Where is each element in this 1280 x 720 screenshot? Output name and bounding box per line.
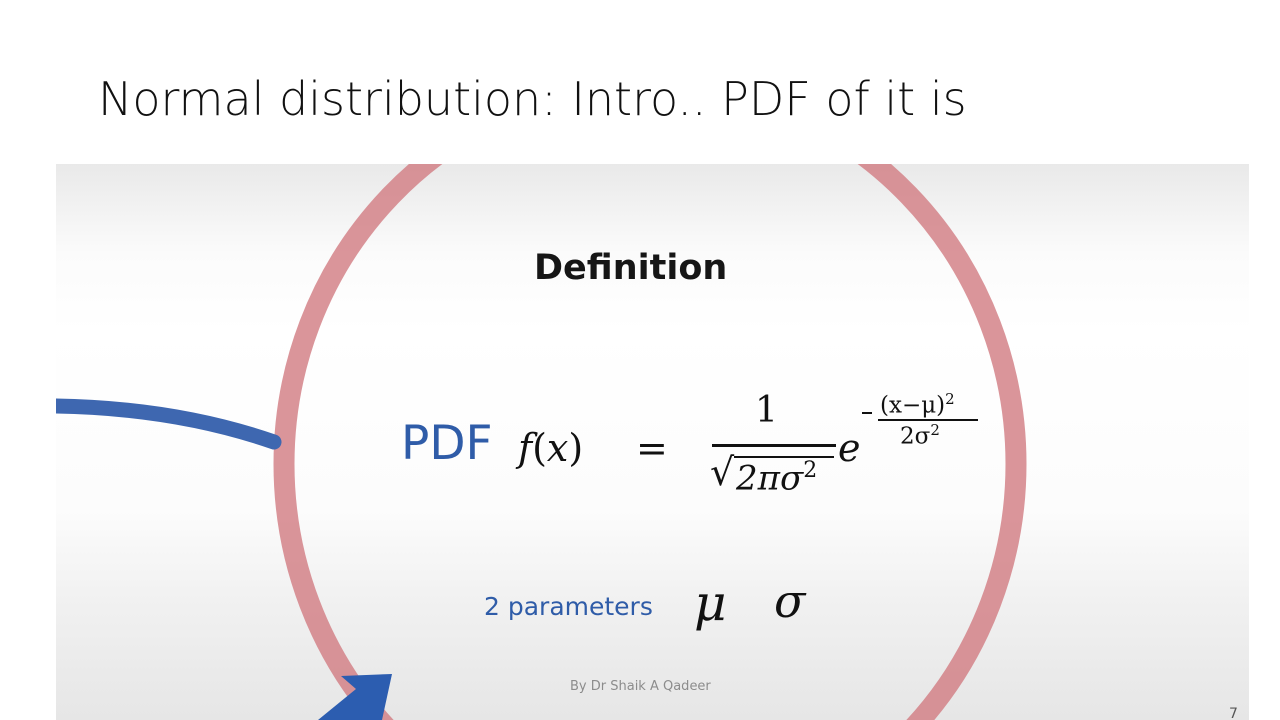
pdf-label: PDF xyxy=(401,416,493,471)
formula-func: f xyxy=(518,426,533,470)
parameters-label: 2 parameters xyxy=(484,592,653,621)
exponent-numerator-power: 2 xyxy=(945,390,955,408)
blue-curve-arrow xyxy=(56,406,274,442)
formula-open-paren: ( xyxy=(532,426,547,470)
sigma-symbol: σ xyxy=(774,574,806,628)
author-footer: By Dr Shaik A Qadeer xyxy=(570,679,711,694)
sqrt-content xyxy=(736,458,817,498)
formula-denominator xyxy=(710,448,840,508)
exponent-numerator xyxy=(880,390,955,419)
formula-e: e xyxy=(838,426,861,470)
denominator-power: 2 xyxy=(803,458,818,483)
denominator-base: 2πσ xyxy=(736,458,804,499)
video-frame[interactable] xyxy=(56,164,1249,720)
formula-lhs xyxy=(518,426,583,470)
formula-fraction-bar xyxy=(712,444,836,447)
exponent-denominator-power: 2 xyxy=(930,421,940,439)
exponent-denominator xyxy=(900,421,940,450)
formula-exponent xyxy=(862,390,982,450)
slide-title: Normal distribution: Intro.. PDF of it is xyxy=(98,72,967,126)
formula-var: x xyxy=(546,426,569,470)
mu-symbol: μ xyxy=(694,574,727,632)
definition-heading: Definition xyxy=(534,248,728,288)
sqrt-icon: √ xyxy=(710,450,735,494)
exponent-numerator-base: (x−μ) xyxy=(880,392,946,419)
formula-equals: = xyxy=(636,426,668,470)
pdf-formula xyxy=(518,390,955,510)
exponent-minus xyxy=(862,412,872,414)
formula-numerator: 1 xyxy=(755,390,778,431)
formula-close-paren: ) xyxy=(568,426,584,470)
exponent-denominator-base: 2σ xyxy=(900,423,931,450)
slide-number: 7 xyxy=(1229,706,1238,720)
blue-arrow-bottom xyxy=(318,674,392,720)
